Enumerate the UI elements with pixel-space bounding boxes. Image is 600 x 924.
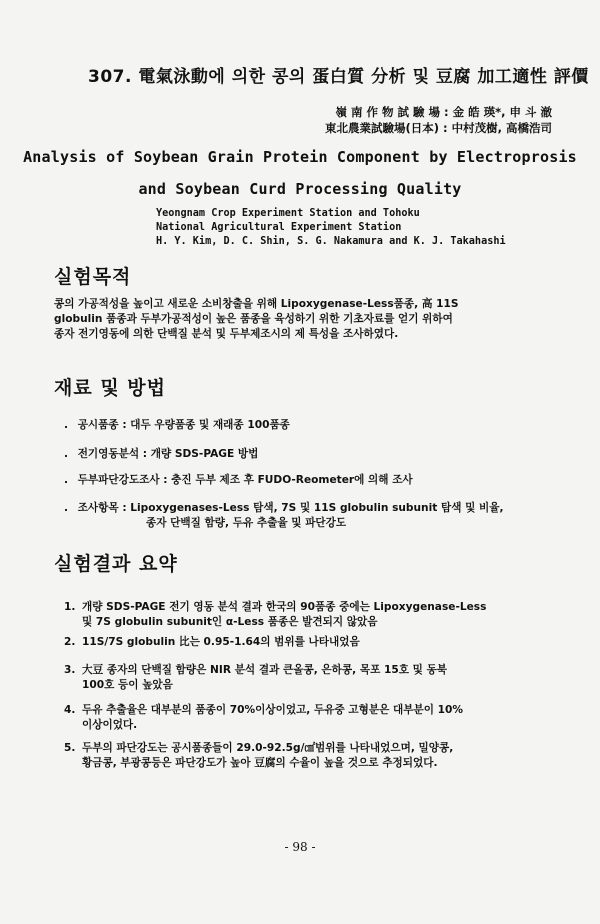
- objective-line-1: 콩의 가공적성을 높이고 새로운 소비창출을 위해 Lipoxygenase-Less품종, 高 11S: [54, 298, 459, 310]
- methods-item-3: [64, 472, 413, 487]
- title-english-line-1: Analysis of Soybean Grain Protein Component by Electroprosis: [23, 148, 577, 166]
- objective-paragraph: [54, 297, 564, 342]
- affiliation-line-2: 東北農業試驗場(日本) : 中村茂樹, 高橋浩司: [325, 121, 552, 135]
- section-heading-results: 실험결과 요약: [54, 553, 178, 575]
- methods-item-4: [64, 500, 504, 515]
- bullet-dot: .: [64, 419, 69, 431]
- results-item-2: [64, 635, 360, 650]
- results-item-line: 두유 추출율은 대부분의 품종이 70%이상이었고, 두유중 고형분은 대부분이 10%: [82, 704, 464, 716]
- authors-english: [156, 207, 506, 249]
- objective-line-2: globulin 품종과 두부가공적성이 높은 품종을 육성하기 위한 기초자료를 얻기 위하여: [54, 313, 453, 325]
- item-number: 2.: [64, 636, 76, 648]
- bullet-dot: .: [64, 474, 69, 486]
- methods-item-1: [64, 417, 290, 432]
- objective-line-3: 종자 전기영동에 의한 단백질 분석 및 두부제조시의 제 특성을 조사하였다.: [54, 328, 399, 340]
- results-item-4: [64, 703, 463, 733]
- results-item-1: [64, 600, 486, 630]
- item-number: 5.: [64, 742, 76, 754]
- results-item-line: 황금콩, 부광콩등은 파단강도가 높아 豆腐의 수율이 높을 것으로 추정되었다.: [82, 757, 438, 769]
- results-item-line: 이상이었다.: [82, 719, 138, 731]
- methods-item-text: 공시품종 : 대두 우량품종 및 재래종 100품종: [77, 419, 290, 431]
- page-number: - 98 -: [284, 840, 316, 854]
- results-item-line: 및 7S globulin subunit인 α-Less 품종은 발견되지 않았음: [82, 616, 378, 628]
- results-item-line: 11S/7S globulin 比는 0.95-1.64의 범위를 나타내었음: [82, 636, 360, 648]
- results-item-line: 개량 SDS-PAGE 전기 영동 분석 결과 한국의 90품종 중에는 Lipoxygenase-Less: [82, 601, 487, 613]
- methods-item-text: 두부파단강도조사 : 충진 두부 제조 후 FUDO-Reometer에 의해 조사: [77, 474, 413, 486]
- authors-line-2: National Agricultural Experiment Station: [156, 222, 402, 233]
- item-number: 4.: [64, 704, 76, 716]
- item-number: 3.: [64, 664, 76, 676]
- item-number: 1.: [64, 601, 76, 613]
- methods-item-4-continued: 종자 단백질 함량, 두유 추출율 및 파단강도: [146, 517, 347, 529]
- section-heading-objective: 실험목적: [54, 266, 132, 288]
- results-item-line: 大豆 종자의 단백질 함량은 NIR 분석 결과 큰올콩, 은하콩, 목포 15호 및 동북: [82, 664, 448, 676]
- methods-item-2: [64, 446, 258, 461]
- results-item-line: 100호 등이 높았음: [82, 679, 173, 691]
- title-korean: 307. 電氣泳動에 의한 콩의 蛋白質 分析 및 豆腐 加工適性 評價: [88, 67, 589, 87]
- authors-line-3: H. Y. Kim, D. C. Shin, S. G. Nakamura and K. J. Takahashi: [156, 236, 506, 247]
- title-english-line-2: and Soybean Curd Processing Quality: [138, 180, 462, 198]
- results-item-5: [64, 741, 453, 771]
- authors-line-1: Yeongnam Crop Experiment Station and Tohoku: [156, 208, 420, 219]
- results-item-line: 두부의 파단강도는 공시품종들이 29.0-92.5g/㎠범위를 나타내었으며, 밀양콩,: [82, 742, 454, 754]
- bullet-dot: .: [64, 448, 69, 460]
- section-heading-methods: 재료 및 방법: [54, 377, 166, 399]
- results-item-3: [64, 663, 447, 693]
- affiliation-line-1: 嶺 南 作 物 試 驗 場 : 金 皓 瑛*, 申 斗 澈: [335, 105, 552, 119]
- bullet-dot: .: [64, 502, 69, 514]
- methods-item-text: 전기영동분석 : 개량 SDS-PAGE 방법: [77, 448, 259, 460]
- methods-item-text: 조사항목 : Lipoxygenases-Less 탐색, 7S 및 11S globulin subunit 탐색 및 비율,: [77, 502, 504, 514]
